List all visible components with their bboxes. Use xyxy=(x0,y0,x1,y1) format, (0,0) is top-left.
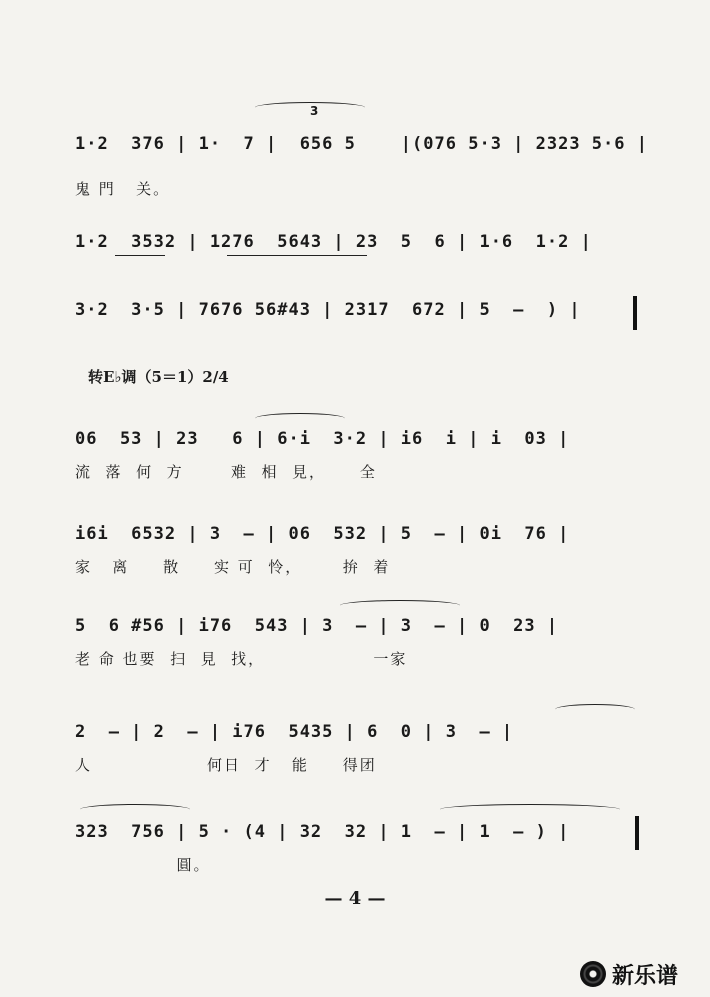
staff-lyrics: 人 何日 才 能 得团 xyxy=(75,756,377,774)
slur xyxy=(255,413,345,424)
staff-notes: 1·2 376 | 1· 7 | 656 5 |(076 5·3 | 2323 5·6 | xyxy=(75,134,648,154)
staff-lyrics: 流 落 何 方 难 相 見， 全 xyxy=(75,463,377,481)
staff-notes: i6i 6532 | 3 — | 06 532 | 5 — | 0i 76 | xyxy=(75,524,570,544)
staff-notes: 323 756 | 5 · (4 | 32 32 | 1 — | 1 — ) | xyxy=(75,822,570,842)
end-barline xyxy=(633,296,637,330)
staff-7 xyxy=(75,718,640,778)
triplet-mark: 3 xyxy=(310,104,319,118)
key-signature: 转E♭调（5＝1）2/4 xyxy=(88,368,229,386)
staff-notes: 3·2 3·5 | 7676 56#43 | 2317 672 | 5 — ) | xyxy=(75,300,581,320)
beam-line xyxy=(115,255,165,256)
staff-lyrics: 老 命 也要 扫 見 找， 一家 xyxy=(75,650,408,668)
logo-text: 新乐谱 xyxy=(612,963,679,989)
vinyl-disc-icon xyxy=(580,961,606,987)
staff-notes: 5 6 #56 | i76 543 | 3 — | 3 — | 0 23 | xyxy=(75,616,559,636)
staff-lyrics: 圓。 xyxy=(75,856,211,874)
staff-notes: 1·2 3532 | 1276 5643 | 23 5 6 | 1·6 1·2 | xyxy=(75,232,592,252)
staff-4 xyxy=(75,425,640,485)
staff-lyrics: 家 离 散 实 可 怜， 拚 着 xyxy=(75,558,391,576)
end-barline xyxy=(635,816,639,850)
page-number: — 4 — xyxy=(324,888,386,909)
staff-8 xyxy=(75,818,640,878)
staff-6 xyxy=(75,612,640,672)
staff-2 xyxy=(75,228,640,288)
staff-notes: 2 — | 2 — | i76 5435 | 6 0 | 3 — | xyxy=(75,722,514,742)
slur xyxy=(440,804,620,815)
beam-line xyxy=(227,255,367,256)
staff-3 xyxy=(75,296,640,356)
slur xyxy=(555,704,635,715)
site-logo xyxy=(580,958,678,990)
staff-notes: 06 53 | 23 6 | 6·i 3·2 | i6 i | i 03 | xyxy=(75,429,570,449)
slur xyxy=(340,600,460,611)
slur xyxy=(80,804,190,815)
staff-lyrics: 鬼 門 关。 xyxy=(75,180,171,198)
staff-5 xyxy=(75,520,640,580)
staff-1 xyxy=(75,130,648,198)
